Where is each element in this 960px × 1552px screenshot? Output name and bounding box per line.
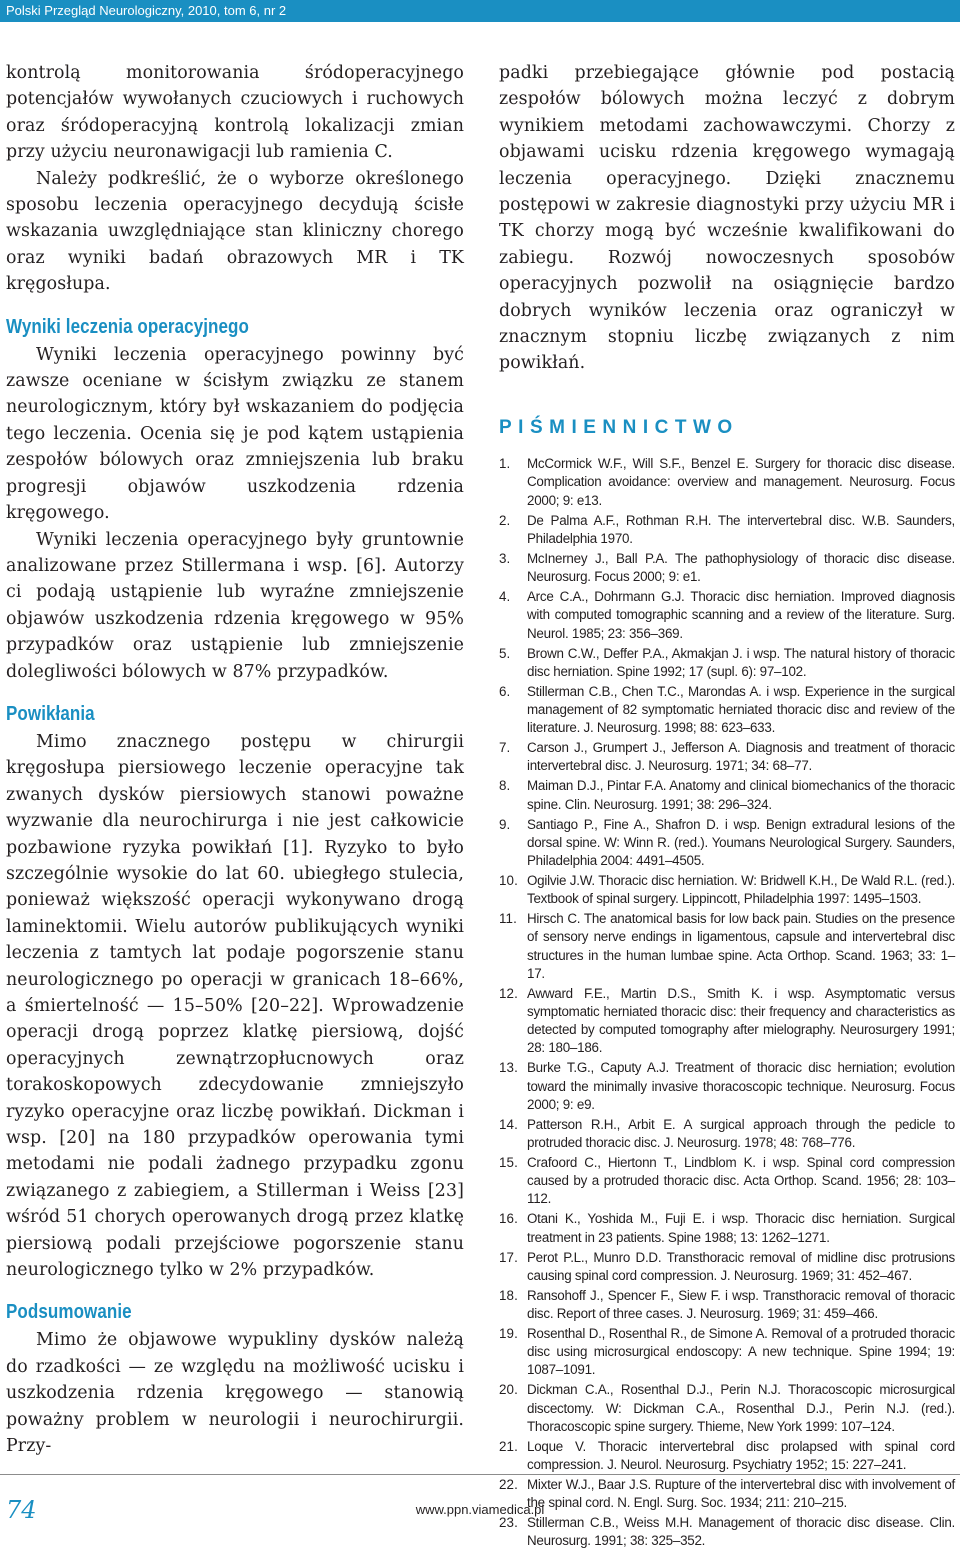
reference-text: Crafoord C., Hiertonn T., Lindblom K. i wsp. Spinal cord compression caused by a protruded thoracic disc. Acta Orthop. Scand. 1956; 28: 103–112. xyxy=(527,1154,955,1207)
reference-text: Rosenthal D., Rosenthal R., de Simone A. Removal of a protruded thoracic disc using microsurgical endoscopy: A new technique. Spine 1994; 19: 1087–1091. xyxy=(527,1325,955,1378)
reference-number: 19. xyxy=(499,1325,518,1341)
reference-number: 12. xyxy=(499,985,518,1001)
reference-number: 13. xyxy=(499,1060,518,1076)
journal-title: Polski Przegląd Neurologiczny, 2010, tom 6, nr 2 xyxy=(6,3,287,18)
reference-item xyxy=(499,1154,955,1209)
reference-item xyxy=(499,1210,955,1246)
reference-number: 8. xyxy=(499,778,511,794)
reference-number: 11. xyxy=(499,911,517,927)
reference-number: 1. xyxy=(499,456,511,472)
reference-text: Perot P.L., Munro D.D. Transthoracic removal of midline disc protrusions causing spinal cord compression. J. Neurosurg. 1969; 31: 452–467. xyxy=(527,1249,955,1283)
reference-item xyxy=(499,588,955,643)
reference-text: Otani K., Yoshida M., Fuji E. i wsp. Thoracic disc herniation. Surgical treatment in 23 patients. Spine 1988; 13: 1262–1271. xyxy=(527,1211,955,1245)
reference-text: Awward F.E., Martin D.S., Smith K. i wsp. Asymptomatic versus symptomatic herniated thoracic disc: their frequency and characteristics as detected by computed tomography after mielography. Neurosurgery 1991; 28: 180–186. xyxy=(527,985,955,1056)
section-heading-summary: Podsumowanie xyxy=(6,1301,132,1324)
reference-number: 21. xyxy=(499,1438,518,1454)
reference-number: 5. xyxy=(499,645,511,661)
reference-text: De Palma A.F., Rothman R.H. The intervertebral disc. W.B. Saunders, Philadelphia 1970. xyxy=(527,512,955,546)
reference-text: Patterson R.H., Arbit E. A surgical approach through the pedicle to protruded thoracic disc. J. Neurosurg. 1978; 48: 768–776. xyxy=(527,1116,955,1150)
reference-text: Hirsch C. The anatomical basis for low back pain. Studies on the presence of sensory nerve endings in ligamentous, capsule and intervertebral disc structures in the human lumbae spine. Acta Orthop. Scand. 1963; 33: 1–17. xyxy=(527,911,955,981)
reference-number: 3. xyxy=(499,550,511,566)
reference-number: 15. xyxy=(499,1154,518,1170)
reference-text: Carson J., Grumpert J., Jefferson A. Diagnosis and treatment of thoracic intervertebral disc. J. Neurosurg. 1971; 34: 68–77. xyxy=(527,740,955,774)
reference-text: Ransohoff J., Spencer F., Siew F. i wsp. Transthoracic removal of thoracic disc. Report of three cases. J. Neurosurg. 1969; 31: 459–466. xyxy=(527,1287,955,1321)
footer-divider xyxy=(0,1474,960,1475)
reference-number: 4. xyxy=(499,589,511,605)
reference-item xyxy=(499,910,955,983)
reference-item xyxy=(499,816,955,871)
reference-text: Stillerman C.B., Weiss M.H. Management of thoracic disc disease. Clin. Neurosurg. 1991; 38: 325–352. xyxy=(527,1515,955,1549)
reference-item xyxy=(499,1325,955,1380)
reference-text: McCormick W.F., Will S.F., Benzel E. Surgery for thoracic disc disease. Complication avoidance: overview and management. Neurosurg. Focus 2000; 9: e13. xyxy=(527,456,955,508)
reference-number: 10. xyxy=(499,872,518,888)
reference-item xyxy=(499,1059,955,1114)
reference-item xyxy=(499,1381,955,1436)
footer-url[interactable]: www.ppn.viamedica.pl xyxy=(415,1502,545,1517)
reference-text: Ogilvie J.W. Thoracic disc herniation. W: Bridwell K.H., De Wald R.L. (red.). Textbook of spinal surgery. Lippincott, Philadelphia 1997: 1495–1503. xyxy=(527,872,955,907)
reference-text: Mixter W.J., Baar J.S. Rupture of the intervertebral disc with involvement of the spinal cord. N. Engl. Surg. Soc. 1934; 211: 210–215. xyxy=(527,1476,955,1511)
reference-item xyxy=(499,550,955,586)
section-heading-results: Wyniki leczenia operacyjnego xyxy=(6,315,249,338)
references-heading: PIŚMIENNICTWO xyxy=(499,416,739,438)
paragraph: kontrolą monitorowania śródoperacyjnego potencjałów wywołanych czuciowych i ruchowych oraz śródoperacyjną kontrolą lokalizacji zmian przy użyciu neuronawigacji lub ramienia C. xyxy=(6,63,464,163)
reference-text: Arce C.A., Dohrmann G.J. Thoracic disc herniation. Improved diagnosis with computed tomographic scanning and a review of the literature. Surg. Neurol. 1985; 23: 356–369. xyxy=(527,589,955,641)
reference-text: Burke T.G., Caputy A.J. Treatment of thoracic disc herniation; evolution toward the minimally invasive thoracoscopic technique. Neurosurg. Focus 2000; 9: e9. xyxy=(527,1060,955,1112)
reference-text: Santiago P., Fine A., Shafron D. i wsp. Benign extradural lesions of the dorsal spine. W: Winn R. (red.). Youmans Neurological Surgery. Saunders, Philadelphia 2004: 4491–4505. xyxy=(527,816,955,868)
reference-item xyxy=(499,645,955,681)
paragraph: Wyniki leczenia operacyjnego były gruntownie analizowane przez Stillermana i wsp. [6]. Autorzy ci podają ustąpienie lub wyraźne zmniejszenie objawów uszkodzenia rdzenia kręgowego w 95% przypadków oraz ustąpienie lub zmniejszenie dolegliwości bólowych w 87% przypadków. xyxy=(6,529,464,682)
paragraph: Mimo że objawowe wypukliny dysków należą do rzadkości — ze względu na możliwość ucisku i uszkodzenia rdzenia kręgowego — stanowią poważny problem w neurologii i neurochirurgii. Przy- xyxy=(6,1330,464,1457)
journal-header xyxy=(0,0,960,22)
reference-text: Brown C.W., Deffer P.A., Akmakjan J. i wsp. The natural history of thoracic disc herniation. Spine 1992; 17 (supl. 6): 97–102. xyxy=(527,645,955,679)
paragraph: Mimo znacznego postępu w chirurgii kręgosłupa piersiowego leczenie operacyjne tak zwanych dysków piersiowych stanowi poważne wyzwanie dla neurochirurga i nie jest całkowicie pozbawione ryzyka powikłań [1]. Ryzyko to było szczególnie wysokie do lat 60. ubiegłego stulecia, ponieważ większość operacji wykonywano drogą laminektomii. Wielu autorów publikujących wyniki leczenia z tamtych lat podaje pogorszenie stanu neurologicznego po operacji w granicach 18–66%, a śmiertelność — 15–50% [20–22]. Wprowadzenie operacji drogą poprzez klatkę piersiową, dojść operacyjnych zewnątrzopłucnowych oraz torakoskopowych zdecydowanie zmniejszyło ryzyko operacyjne oraz liczbę powikłań. Dickman i wsp. [20] na 180 przypadków operowania tymi metodami nie podali żadnego przypadku zgonu związanego z zabiegiem, a Stillerman i Weiss [23] wśród 51 chorych operowanych drogą przez klatkę piersiową podali przejściowe pogorszenie stanu neurologicznego tylko w 2% przypadków. xyxy=(6,731,464,1281)
left-column xyxy=(6,60,464,1460)
reference-number: 9. xyxy=(499,816,511,832)
reference-item xyxy=(499,739,955,775)
reference-item xyxy=(499,455,955,510)
reference-number: 20. xyxy=(499,1382,518,1398)
reference-text: Maiman D.J., Pintar F.A. Anatomy and clinical biomechanics of the thoracic spine. Clin. Neurosurg. 1991; 38: 296–324. xyxy=(527,778,955,812)
reference-number: 7. xyxy=(499,740,511,756)
reference-text: Dickman C.A., Rosenthal D.J., Perin N.J. Thoracoscopic microsurgical discectomy. W: Dickman C.A., Rosenthal D.J., Perin N.J. (red.). Thoracoscopic spine surgery. Thieme, New York 1999: 107–124. xyxy=(527,1382,955,1434)
section-heading-complications: Powikłania xyxy=(6,702,95,725)
paragraph: Wyniki leczenia operacyjnego powinny być zawsze oceniane w ścisłym związku ze stanem neurologicznym, który był wskazaniem do podjęcia tego leczenia. Ocenia się je pod kątem ustąpienia zespołów bólowych oraz zmniejszenia lub braku progresji objawów uszkodzenia rdzenia kręgowego. xyxy=(6,344,464,524)
reference-item xyxy=(499,872,955,908)
reference-item xyxy=(499,1249,955,1285)
paragraph: padki przebiegające głównie pod postacią zespołów bólowych można leczyć z dobrym wynikiem metodami zachowawczymi. Chorzy z objawami ucisku rdzenia kręgowego wymagają leczenia operacyjnego. Dzięki znacznemu postępowi w zakresie diagnostyki przy użyciu MR i TK chorzy mogą być wcześnie kwalifikowani do zabiegu. Rozwój nowoczesnych sposobów operacyjnych pozwolił na osiągnięcie bardzo dobrych wyników leczenia oraz ograniczył w znacznym stopniu liczbę związanych z nim powikłań. xyxy=(499,63,955,374)
references-list xyxy=(499,455,955,1550)
reference-number: 16. xyxy=(499,1211,518,1227)
paragraph: Należy podkreślić, że o wyborze określonego sposobu leczenia operacyjnego decydują ścisłe wskazania uwzględniające stan kliniczny chorego oraz wyniki badań obrazowych MR i TK kręgosłupa. xyxy=(6,168,464,295)
reference-text: Stillerman C.B., Chen T.C., Marondas A. i wsp. Experience in the surgical management of 82 symptomatic herniated thoracic disc and review of the literature. J. Neurosurg. 1998; 88: 623–633. xyxy=(527,683,955,736)
reference-item xyxy=(499,985,955,1058)
reference-item xyxy=(499,1116,955,1152)
reference-number: 17. xyxy=(499,1249,518,1265)
reference-item xyxy=(499,1438,955,1474)
reference-number: 2. xyxy=(499,512,511,528)
reference-item xyxy=(499,1287,955,1323)
page-number: 74 xyxy=(6,1496,37,1524)
reference-number: 14. xyxy=(499,1116,518,1132)
reference-item xyxy=(499,777,955,813)
reference-item xyxy=(499,683,955,738)
reference-item xyxy=(499,1514,955,1550)
reference-number: 23. xyxy=(499,1515,518,1531)
reference-text: Loque V. Thoracic intervertebral disc prolapsed with spinal cord compression. J. Neurol. Neurosurg. Psychiatry 1952; 15: 227–241. xyxy=(527,1438,955,1472)
reference-text: McInerney J., Ball P.A. The pathophysiology of thoracic disc disease. Neurosurg. Focus 2000; 9: e1. xyxy=(527,550,955,585)
reference-number: 6. xyxy=(499,683,511,699)
reference-number: 18. xyxy=(499,1287,518,1303)
reference-number: 22. xyxy=(499,1476,518,1492)
reference-item xyxy=(499,512,955,548)
right-column xyxy=(499,60,955,1552)
